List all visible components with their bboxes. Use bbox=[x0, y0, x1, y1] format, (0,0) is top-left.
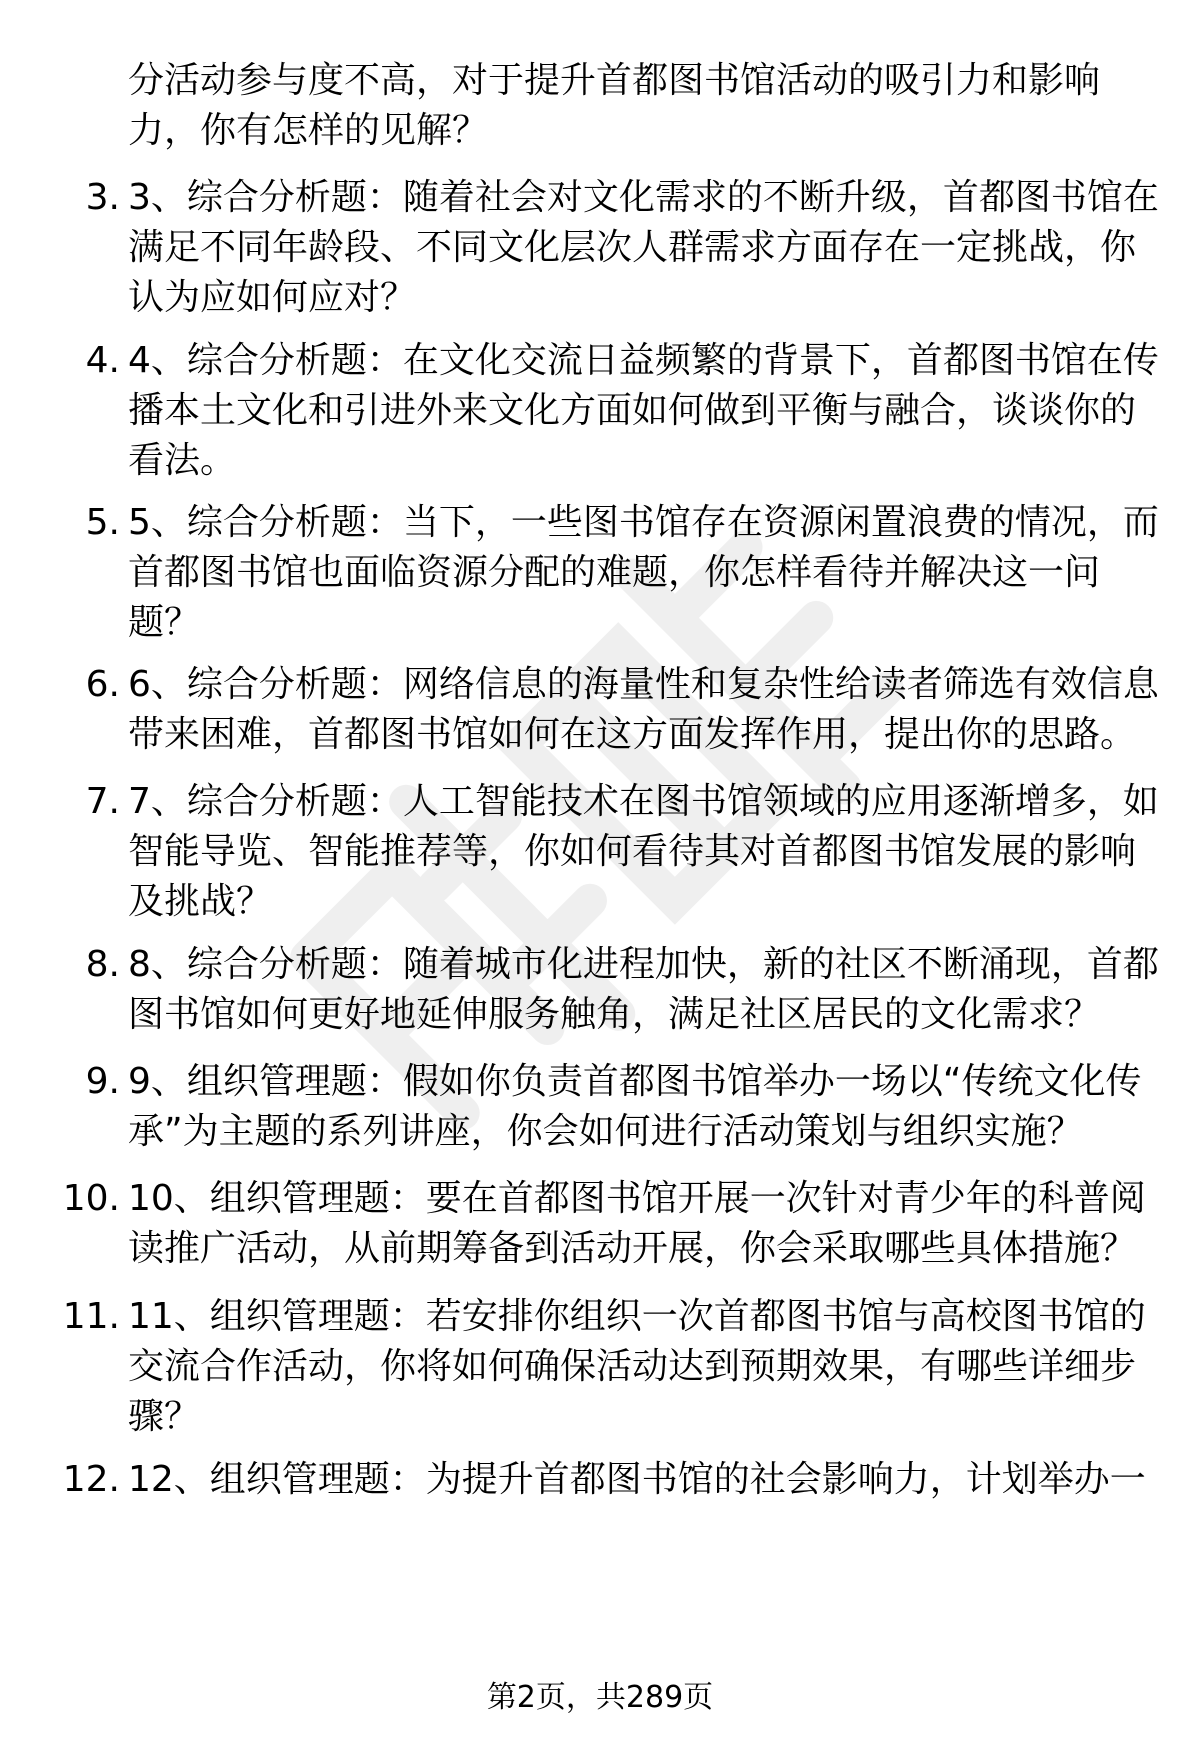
list-item-number: 9. bbox=[85, 1061, 120, 1102]
list-item-text: 4、综合分析题：在文化交流日益频繁的背景下，首都图书馆在传播本土文化和引进外来文化方面如何做到平衡与融合，谈谈你的看法。 bbox=[128, 340, 1159, 481]
list-item-number: 11. bbox=[62, 1296, 120, 1337]
list-item-text: 6、综合分析题：网络信息的海量性和复杂性给读者筛选有效信息带来困难，首都图书馆如何在这方面发挥作用，提出你的思路。 bbox=[128, 664, 1159, 755]
list-item-number: 12. bbox=[62, 1459, 120, 1500]
list-item-number: 6. bbox=[85, 664, 120, 705]
list-item-text: 12、组织管理题：为提升首都图书馆的社会影响力，计划举办一 bbox=[128, 1459, 1146, 1500]
list-item-text: 7、综合分析题：人工智能技术在图书馆领域的应用逐渐增多，如智能导览、智能推荐等，你如何看待其对首都图书馆发展的影响及挑战？ bbox=[128, 781, 1159, 922]
list-item-text: 9、组织管理题：假如你负责首都图书馆举办一场以“传统文化传承”为主题的系列讲座，你会如何进行活动策划与组织实施？ bbox=[128, 1061, 1142, 1152]
list-item-number: 5. bbox=[85, 502, 120, 543]
list-item-number: 10. bbox=[62, 1178, 120, 1219]
page-footer: 第2页，共289页 bbox=[486, 1680, 714, 1715]
intro-paragraph: 分活动参与度不高，对于提升首都图书馆活动的吸引力和影响力，你有怎样的见解？ bbox=[128, 60, 1101, 151]
list-item-number: 3. bbox=[85, 177, 120, 218]
list-item-number: 4. bbox=[85, 340, 120, 381]
list-item-text: 10、组织管理题：要在首都图书馆开展一次针对青少年的科普阅读推广活动，从前期筹备到活动开展，你会采取哪些具体措施？ bbox=[128, 1178, 1146, 1269]
list-item-text: 3、综合分析题：随着社会对文化需求的不断升级，首都图书馆在满足不同年龄段、不同文化层次人群需求方面存在一定挑战，你认为应如何应对？ bbox=[128, 177, 1159, 318]
list-item-text: 5、综合分析题：当下，一些图书馆存在资源闲置浪费的情况，而首都图书馆也面临资源分配的难题，你怎样看待并解决这一问题？ bbox=[128, 502, 1159, 643]
list-item-number: 7. bbox=[85, 781, 120, 822]
list-item-text: 8、综合分析题：随着城市化进程加快，新的社区不断涌现，首都图书馆如何更好地延伸服务触角，满足社区居民的文化需求？ bbox=[128, 944, 1159, 1035]
list-item-text: 11、组织管理题：若安排你组织一次首都图书馆与高校图书馆的交流合作活动，你将如何确保活动达到预期效果，有哪些详细步骤？ bbox=[128, 1296, 1146, 1437]
list-item-number: 8. bbox=[85, 944, 120, 985]
